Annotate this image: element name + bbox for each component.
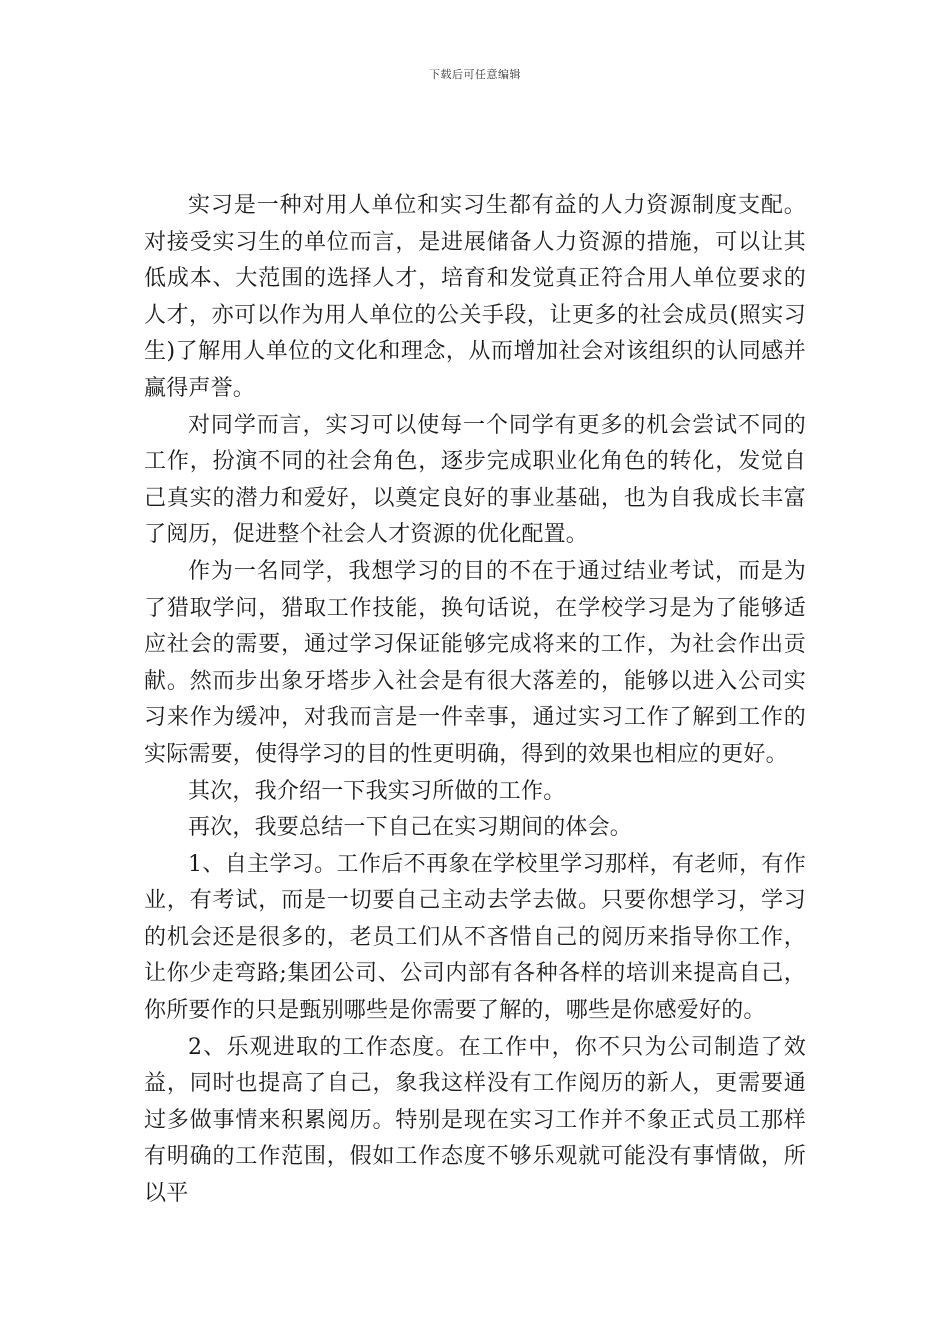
paragraph-work-attitude: 2、乐观进取的工作态度。在工作中，你不只为公司制造了效益，同时也提高了自己，象我这样没有工作阅历的新人，更需要通过多做事情来积累阅历。特别是现在实习工作并不象正式员工那样有明确的工作范围，假如工作态度不够乐观就可能没有事情做，所以平	[144, 1034, 806, 1207]
document-body	[144, 188, 806, 1213]
paragraph-study-purpose: 作为一名同学，我想学习的目的不在于通过结业考试，而是为了猎取学问，猎取工作技能，换句话说，在学校学习是为了能够适应社会的需要，通过学习保证能够完成将来的工作，为社会作出贡献。然而步出象牙塔步入社会是有很大落差的，能够以进入公司实习来作为缓冲，对我而言是一件幸事，通过实习工作了解到工作的实际需要，使得学习的目的性更明确，得到的效果也相应的更好。	[144, 558, 806, 767]
header-note: 下载后可任意编辑	[429, 68, 521, 81]
paragraph-work-intro: 其次，我介绍一下我实习所做的工作。	[188, 778, 566, 804]
paragraph-student-benefit: 对同学而言，实习可以使每一个同学有更多的机会尝试不同的工作，扮演不同的社会角色，逐步完成职业化角色的转化，发觉自己真实的潜力和爱好，以奠定良好的事业基础，也为自我成长丰富了阅历，促进整个社会人才资源的优化配置。	[144, 412, 806, 548]
paragraph-internship-intro: 实习是一种对用人单位和实习生都有益的人力资源制度支配。对接受实习生的单位而言，是进展储备人力资源的措施，可以让其低成本、大范围的选择人才，培育和发觉真正符合用人单位要求的人才，亦可以作为用人单位的公关手段，让更多的社会成员(照实习生)了解用人单位的文化和理念，从而增加社会对该组织的认同感并赢得声誉。	[144, 193, 806, 401]
paragraph-experience-summary: 再次，我要总结一下自己在实习期间的体会。	[188, 815, 633, 841]
paragraph-self-study: 1、自主学习。工作后不再象在学校里学习那样，有老师，有作业，有考试，而是一切要自己主动去学去做。只要你想学习，学习的机会还是很多的，老员工们从不吝惜自己的阅历来指导你工作，让你少走弯路;集团公司、公司内部有各种各样的培训来提高自己，你所要作的只是甄别哪些是你需要了解的，哪些是你感爱好的。	[144, 851, 806, 1024]
